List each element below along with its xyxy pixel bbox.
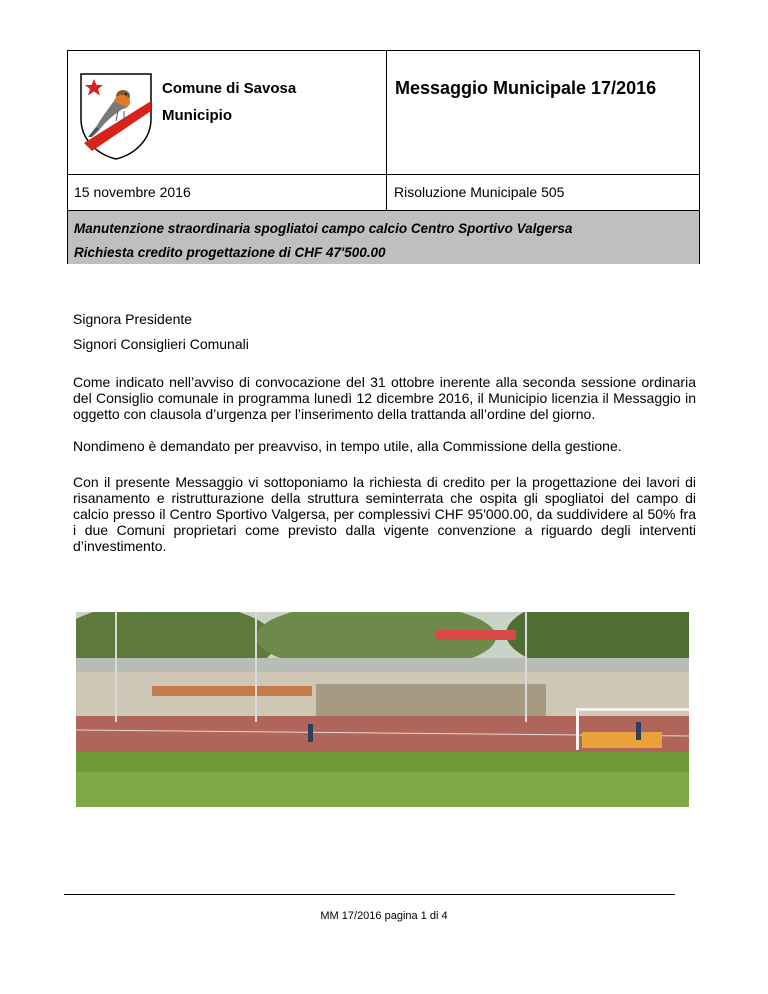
resolution-number: Risoluzione Municipale 505: [394, 184, 565, 200]
salutation-line: Signora Presidente: [73, 311, 193, 327]
footer-rule: [64, 894, 675, 895]
header-divider-horizontal: [68, 210, 699, 211]
document-header-table: [67, 50, 700, 264]
municipal-body: Municipio: [162, 107, 232, 124]
municipal-crest-logo: [78, 71, 154, 161]
body-paragraph: Con il presente Messaggio vi sottoponiamo la richiesta di credito per la progettazione dei lavori di risanamento e ristrutturazione della struttura seminterrata che ospita gli spogliatoi del campo di calcio presso il Centro Sportivo Valgersa, per complessivi CHF 95'000.00, da suddividere al 50% fra i due Comuni proprietari come previsto dalla vigente convenzione a riguardo degli interventi d’investimento.: [73, 474, 696, 554]
salutation-line: Signori Consiglieri Comunali: [73, 336, 249, 352]
header-divider-vertical: [386, 51, 387, 211]
subject-line: Manutenzione straordinaria spogliatoi campo calcio Centro Sportivo Valgersa: [74, 221, 573, 236]
body-paragraph: Nondimeno è demandato per preavviso, in tempo utile, alla Commissione della gestione.: [73, 438, 622, 454]
document-date: 15 novembre 2016: [74, 184, 191, 200]
municipality-name: Comune di Savosa: [162, 80, 297, 97]
body-paragraph: Come indicato nell’avviso di convocazione del 31 ottobre inerente alla seconda sessione ordinaria del Consiglio comunale in programma lunedì 12 dicembre 2016, il Municipio licenzia il Messaggio in oggetto con clausola d’urgenza per l’inserimento della trattanda all’ordine del giorno.: [73, 374, 696, 422]
page-number-footer: MM 17/2016 pagina 1 di 4: [320, 910, 448, 922]
sports-center-photo: [76, 612, 689, 807]
subject-line: Richiesta credito progettazione di CHF 47'500.00: [74, 245, 386, 260]
header-divider-horizontal: [68, 174, 699, 175]
document-title: Messaggio Municipale 17/2016: [395, 78, 657, 98]
